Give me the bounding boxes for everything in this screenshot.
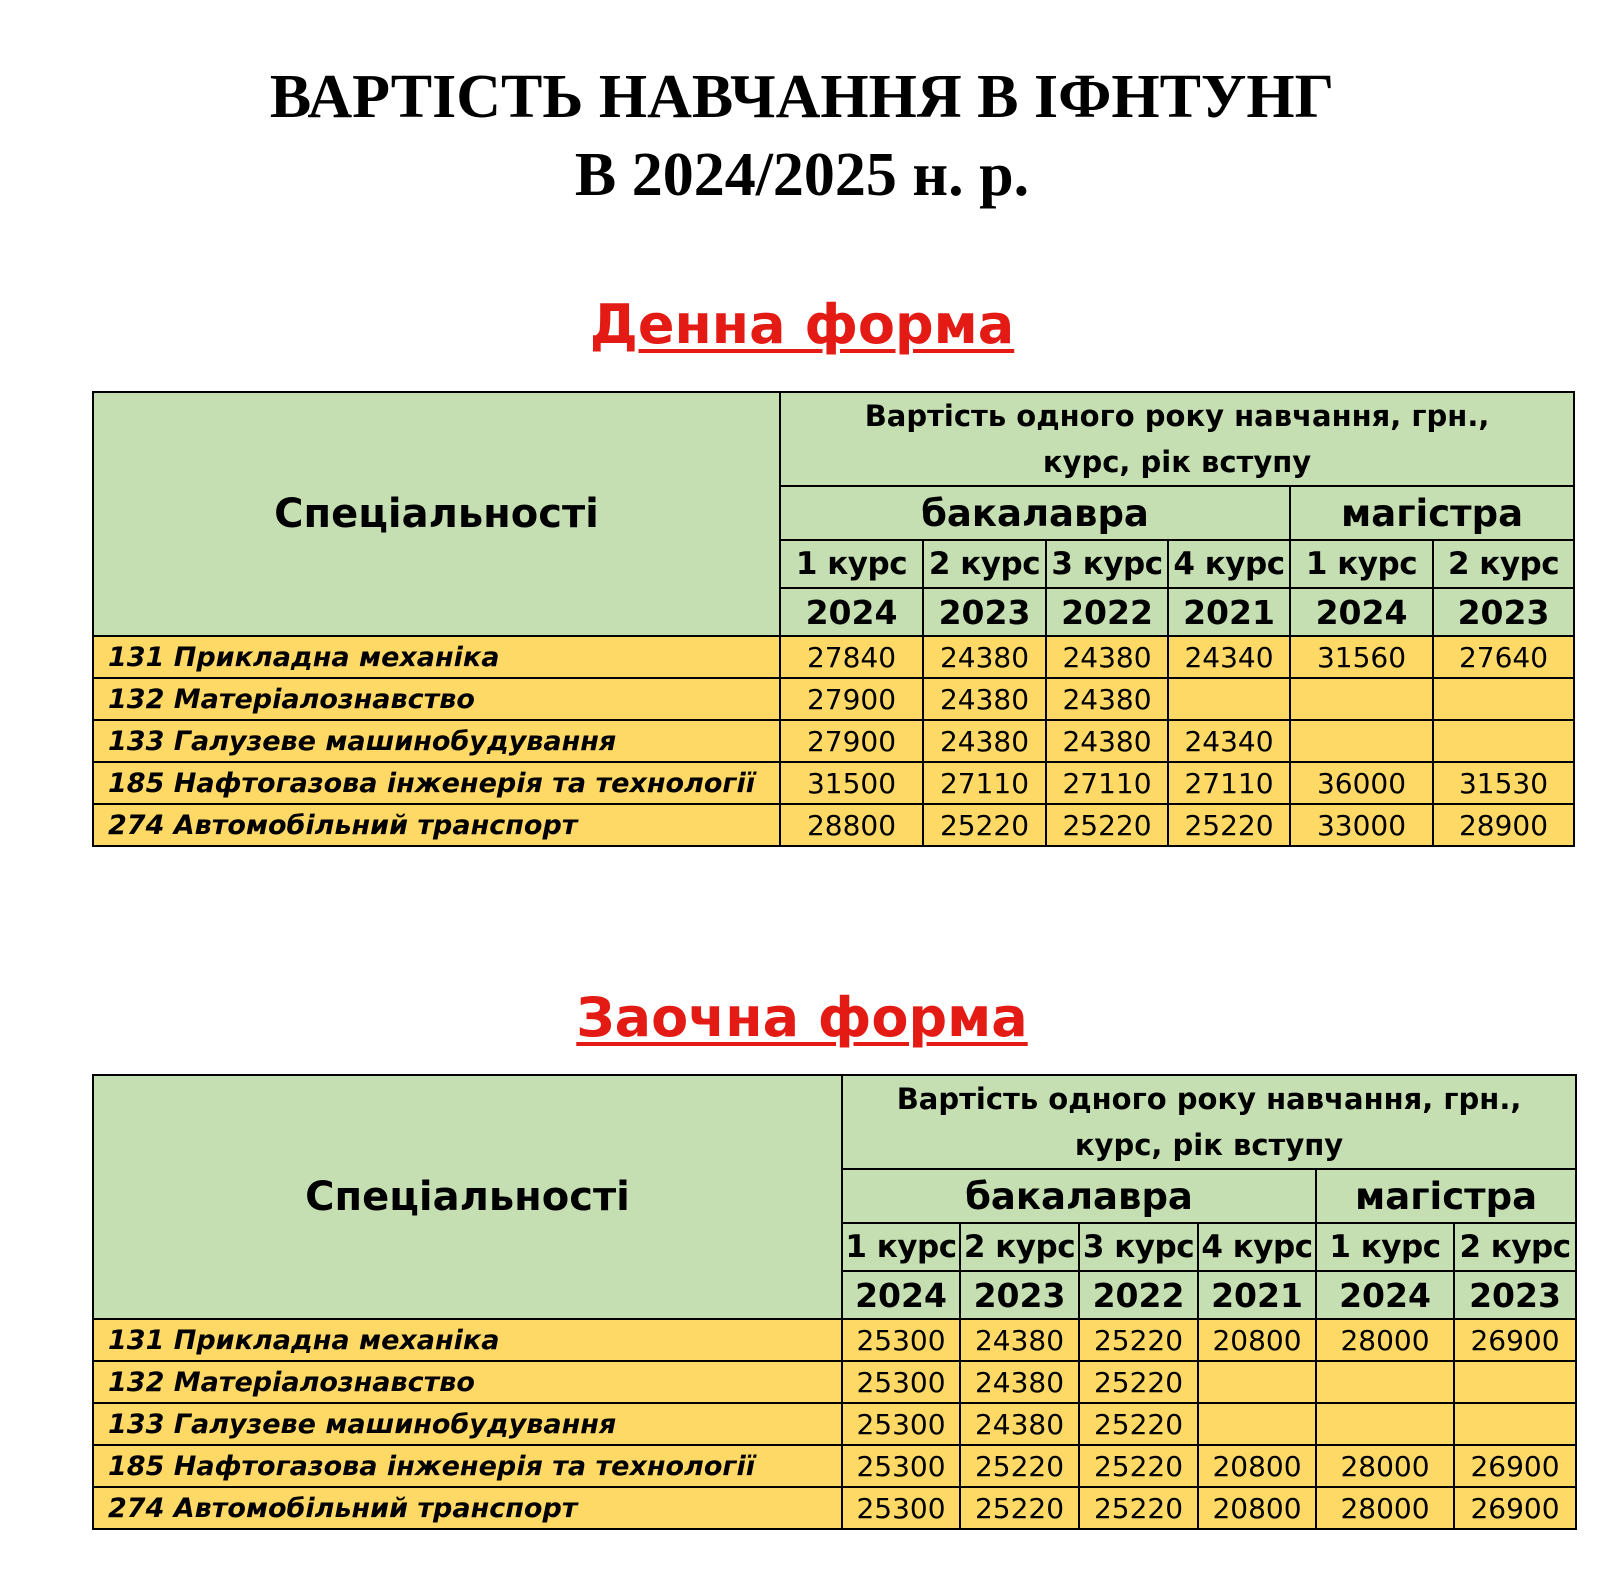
course-header: 2 курс [923,540,1046,588]
bachelor-header: бакалавра [842,1169,1316,1223]
fee-cell: 25220 [1079,1487,1198,1529]
fee-cell: 25220 [960,1445,1079,1487]
course-header: 2 курс [1433,540,1574,588]
fee-cell: 28000 [1316,1487,1454,1529]
table-row [93,1319,1576,1361]
fee-cell: 31500 [780,762,923,804]
fee-cell: 27900 [780,720,923,762]
year-header: 2024 [842,1271,960,1319]
table-row [93,762,1574,804]
fee-cell [1433,678,1574,720]
fee-cell: 24340 [1168,636,1290,678]
fee-cell: 25220 [923,804,1046,846]
fee-cell: 25300 [842,1403,960,1445]
course-header: 2 курс [1454,1223,1576,1271]
table-row [93,720,1574,762]
fee-cell: 28900 [1433,804,1574,846]
cost-header-line-1: Вартість одного року навчання, грн., [864,399,1490,433]
cost-header [780,392,1574,486]
fee-cell: 27110 [1168,762,1290,804]
fee-cell: 24380 [923,636,1046,678]
course-header: 1 курс [1290,540,1433,588]
fee-cell: 26900 [1454,1445,1576,1487]
fee-cell: 27840 [780,636,923,678]
specialty-name: 133 Галузеве машинобудування [93,1403,842,1445]
fee-cell: 24380 [960,1319,1079,1361]
course-header: 3 курс [1046,540,1168,588]
year-header: 2021 [1198,1271,1316,1319]
cost-header [842,1075,1576,1169]
fee-cell: 27640 [1433,636,1574,678]
fee-cell: 25300 [842,1319,960,1361]
table-row [93,804,1574,846]
full-time-heading: Денна форма [589,293,1015,356]
specialty-name: 185 Нафтогазова інженерія та технології [93,1445,842,1487]
fee-cell: 25220 [960,1487,1079,1529]
fee-cell [1168,678,1290,720]
course-header: 1 курс [1316,1223,1454,1271]
fee-cell [1198,1403,1316,1445]
fee-cell: 25220 [1079,1319,1198,1361]
fee-cell [1316,1403,1454,1445]
specialty-name: 131 Прикладна механіка [93,1319,842,1361]
fee-cell: 26900 [1454,1487,1576,1529]
document-title-line-1: ВАРТІСТЬ НАВЧАННЯ В ІФНТУНГ [269,63,1335,131]
specialties-header: Спеціальності [93,1075,842,1319]
fee-cell: 28000 [1316,1319,1454,1361]
fee-cell [1198,1361,1316,1403]
fee-cell: 25220 [1046,804,1168,846]
fee-cell: 27110 [1046,762,1168,804]
specialty-name: 133 Галузеве машинобудування [93,720,780,762]
bachelor-header: бакалавра [780,486,1290,540]
part-time-heading: Заочна форма [576,986,1028,1049]
master-header: магістра [1316,1169,1576,1223]
fee-cell: 24380 [923,720,1046,762]
part-time-fee-table [92,1074,1577,1530]
specialty-name: 274 Автомобільний транспорт [93,1487,842,1529]
fee-cell [1290,720,1433,762]
fee-cell: 24380 [1046,636,1168,678]
fee-cell: 28800 [780,804,923,846]
table-row [93,1445,1576,1487]
fee-cell: 36000 [1290,762,1433,804]
year-header: 2024 [1316,1271,1454,1319]
fee-cell: 20800 [1198,1487,1316,1529]
fee-cell: 25220 [1168,804,1290,846]
table-row [93,1487,1576,1529]
fee-cell [1433,720,1574,762]
specialty-name: 132 Матеріалознавство [93,1361,842,1403]
fee-cell: 25220 [1079,1403,1198,1445]
fee-cell [1454,1361,1576,1403]
fee-cell [1290,678,1433,720]
course-header: 4 курс [1168,540,1290,588]
fee-cell: 24380 [960,1403,1079,1445]
fee-cell: 24340 [1168,720,1290,762]
year-header: 2022 [1079,1271,1198,1319]
fee-cell: 25220 [1079,1445,1198,1487]
table-row [93,1403,1576,1445]
year-header: 2023 [960,1271,1079,1319]
course-header: 2 курс [960,1223,1079,1271]
fee-cell: 25300 [842,1487,960,1529]
fee-cell: 26900 [1454,1319,1576,1361]
specialties-header: Спеціальності [93,392,780,636]
course-header: 4 курс [1198,1223,1316,1271]
fee-cell [1454,1403,1576,1445]
fee-cell: 33000 [1290,804,1433,846]
document-title [0,58,1604,214]
year-header: 2023 [1433,588,1574,636]
fee-cell: 24380 [1046,720,1168,762]
fee-cell: 24380 [960,1361,1079,1403]
cost-header-line-2: курс, рік вступу [1042,445,1312,479]
fee-cell: 25300 [842,1361,960,1403]
fee-cell [1316,1361,1454,1403]
year-header: 2023 [1454,1271,1576,1319]
document-title-line-2: В 2024/2025 н. р. [574,141,1030,209]
table-row [93,1361,1576,1403]
master-header: магістра [1290,486,1574,540]
specialty-name: 132 Матеріалознавство [93,678,780,720]
year-header: 2024 [1290,588,1433,636]
cost-header-line-2: курс, рік вступу [1074,1128,1344,1162]
fee-cell: 24380 [923,678,1046,720]
table-row [93,636,1574,678]
fee-cell: 28000 [1316,1445,1454,1487]
full-time-fee-table [92,391,1575,847]
table-row [93,678,1574,720]
course-header: 1 курс [780,540,923,588]
course-header: 3 курс [1079,1223,1198,1271]
fee-cell: 25220 [1079,1361,1198,1403]
year-header: 2024 [780,588,923,636]
specialty-name: 185 Нафтогазова інженерія та технології [93,762,780,804]
course-header: 1 курс [842,1223,960,1271]
fee-cell: 27900 [780,678,923,720]
year-header: 2023 [923,588,1046,636]
specialty-name: 274 Автомобільний транспорт [93,804,780,846]
fee-cell: 20800 [1198,1319,1316,1361]
cost-header-line-1: Вартість одного року навчання, грн., [896,1082,1522,1116]
fee-cell: 24380 [1046,678,1168,720]
year-header: 2021 [1168,588,1290,636]
specialty-name: 131 Прикладна механіка [93,636,780,678]
fee-cell: 20800 [1198,1445,1316,1487]
fee-cell: 25300 [842,1445,960,1487]
fee-cell: 31560 [1290,636,1433,678]
fee-cell: 27110 [923,762,1046,804]
year-header: 2022 [1046,588,1168,636]
fee-cell: 31530 [1433,762,1574,804]
